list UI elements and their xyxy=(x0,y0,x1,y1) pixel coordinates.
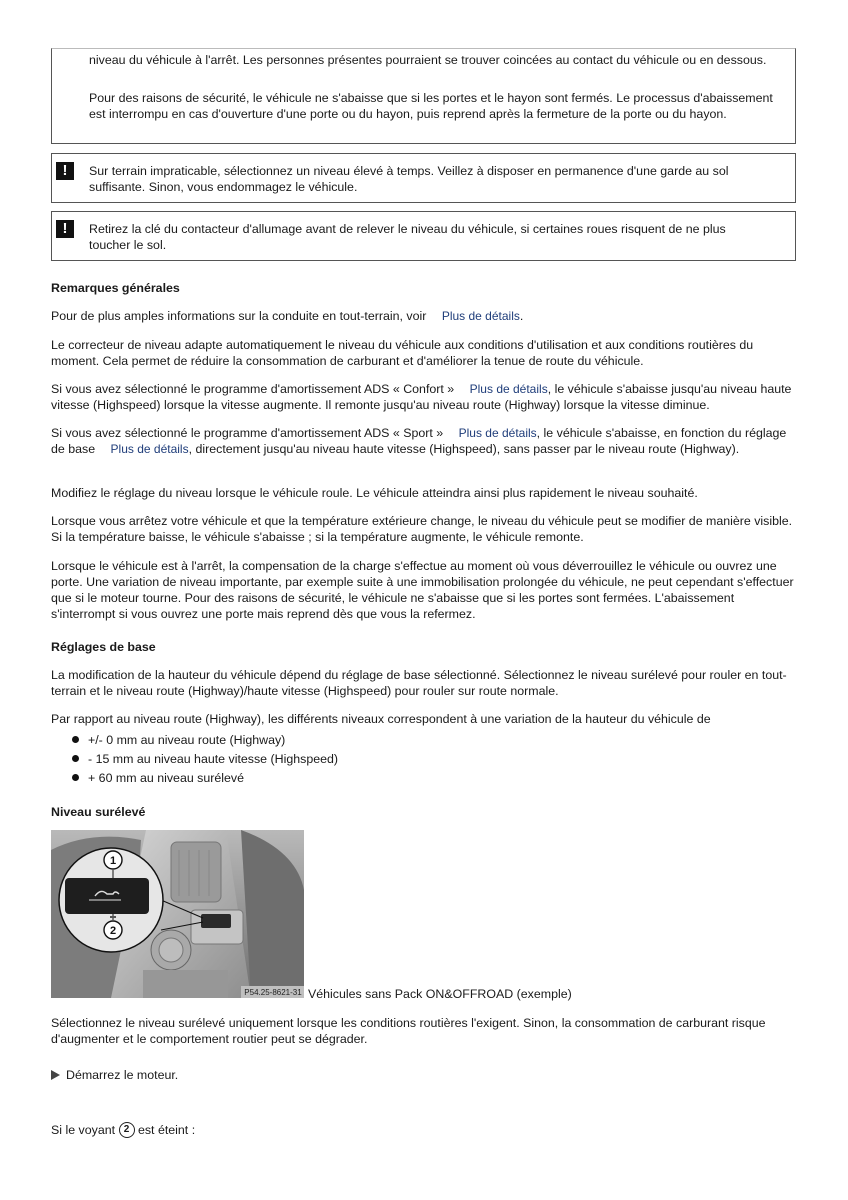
text: , le véhicule s'abaisse, en fonction du réglage de base xyxy=(51,426,787,456)
figure-caption: Véhicules sans Pack ON&OFFROAD (exemple) xyxy=(308,987,572,1001)
exclamation-icon: ! xyxy=(56,162,74,180)
text: , le véhicule s'abaisse jusqu'au niveau haute vitesse (Highspeed) lorsque la vitesse augmente. Il remonte jusqu'au niveau route (Highway) lorsque la vitesse diminue. xyxy=(51,382,792,412)
callout-1: 1 xyxy=(109,855,117,867)
warning-text-2: Pour des raisons de sécurité, le véhicule ne s'abaisse que si les portes et le hayon sont fermés. Le processus d'abaissement est interrompu en cas d'ouverture d'une porte ou du hayon, puis reprend après la fermeture de la porte ou du hayon. xyxy=(89,91,773,121)
base-paragraph-2: Par rapport au niveau route (Highway), les différents niveaux correspondent à une variation de la hauteur du véhicule de xyxy=(51,712,711,726)
general-paragraph-4 xyxy=(51,425,797,457)
details-link[interactable]: Plus de détails xyxy=(458,426,537,440)
raised-paragraph-1: Sélectionnez le niveau surélevé uniquement lorsque les conditions routières l'exigent. Sinon, la consommation de carburant risque d'augmenter et le comportement routier peut se dégrader. xyxy=(51,1016,766,1046)
list-item-text: - 15 mm au niveau haute vitesse (Highspeed) xyxy=(88,752,339,766)
text: , directement jusqu'au niveau haute vitesse (Highspeed), sans passer par le niveau route (Highway). xyxy=(188,442,740,456)
details-link[interactable]: Plus de détails xyxy=(441,309,520,323)
console-figure xyxy=(51,830,304,998)
figure-code: P54.25-8621-31 xyxy=(244,988,302,997)
general-paragraph-5: Modifiez le réglage du niveau lorsque le véhicule roule. Le véhicule atteindra ainsi plus rapidement le niveau souhaité. xyxy=(51,486,698,500)
indicator-2-icon: 2 xyxy=(119,1122,135,1138)
section-heading-general: Remarques générales xyxy=(51,281,180,295)
details-link[interactable]: Plus de détails xyxy=(110,442,189,456)
list-item-text: +/- 0 mm au niveau route (Highway) xyxy=(88,733,286,747)
general-paragraph-7: Lorsque le véhicule est à l'arrêt, la compensation de la charge s'effectue au moment où vous déverrouillez le véhicule ou ouvrez une porte. Une variation de niveau importante, par exemple suite à une immobilisation prolongée du véhicule, ne peut cependant s'effectuer que si le moteur tourne. Pour des raisons de sécurité, le véhicule ne s'abaisse que si les portes sont fermées. L'abaissement s'interrompt si vous ouvrez une porte mais reprend dès que vous la refermez. xyxy=(51,559,794,621)
console-illustration xyxy=(51,830,304,998)
bullet-icon xyxy=(72,774,79,781)
text: Si vous avez sélectionné le programme d'amortissement ADS « Confort » xyxy=(51,382,455,396)
step-arrow-icon xyxy=(51,1070,60,1080)
note-text: Sur terrain impraticable, sélectionnez un niveau élevé à temps. Veillez à disposer en permanence d'une garde au sol suffisante. Sinon, vous endommagez le véhicule. xyxy=(89,164,729,194)
text: Si vous avez sélectionné le programme d'amortissement ADS « Sport » xyxy=(51,426,444,440)
list-item xyxy=(72,731,772,750)
list-item xyxy=(72,769,772,788)
general-paragraph-1 xyxy=(51,308,797,324)
section-heading-base: Réglages de base xyxy=(51,640,156,654)
text: Si le voyant xyxy=(51,1123,116,1137)
text: Pour de plus amples informations sur la conduite en tout-terrain, voir xyxy=(51,309,427,323)
list-item-text: + 60 mm au niveau surélevé xyxy=(88,771,245,785)
text: est éteint : xyxy=(137,1123,196,1137)
bullet-icon xyxy=(72,755,79,762)
exclamation-icon: ! xyxy=(56,220,74,238)
condition-line xyxy=(51,1122,195,1138)
section-heading-raised: Niveau surélevé xyxy=(51,805,146,819)
callout-2: 2 xyxy=(109,925,117,937)
general-paragraph-2: Le correcteur de niveau adapte automatiquement le niveau du véhicule aux conditions d'utilisation et aux conditions routières du moment. Cela permet de réduire la consommation de carburant et d'améliorer la tenue de route du véhicule. xyxy=(51,338,754,368)
step-text: Démarrez le moteur. xyxy=(66,1068,179,1082)
general-paragraph-6: Lorsque vous arrêtez votre véhicule et que la température extérieure change, le niveau du véhicule peut se modifier de manière visible. Si la température baisse, le véhicule s'abaisse ; si la température augmente, le véhicule remonte. xyxy=(51,514,793,544)
text: . xyxy=(519,309,524,323)
bullet-list xyxy=(72,731,772,788)
details-link[interactable]: Plus de détails xyxy=(469,382,548,396)
base-paragraph-1: La modification de la hauteur du véhicule dépend du réglage de base sélectionné. Sélectionnez le niveau surélevé pour rouler en tout-terrain et le niveau route (Highway)/haute vitesse (Highspeed) pour rouler sur route normale. xyxy=(51,668,787,698)
general-paragraph-3 xyxy=(51,381,797,413)
instruction-step xyxy=(51,1067,178,1083)
warning-text-1: niveau du véhicule à l'arrêt. Les personnes présentes pourraient se trouver coincées au contact du véhicule ou en dessous. xyxy=(89,53,767,67)
list-item xyxy=(72,750,772,769)
note-text: Retirez la clé du contacteur d'allumage avant de relever le niveau du véhicule, si certaines roues risquent de ne plus toucher le sol. xyxy=(89,222,726,252)
bullet-icon xyxy=(72,736,79,743)
